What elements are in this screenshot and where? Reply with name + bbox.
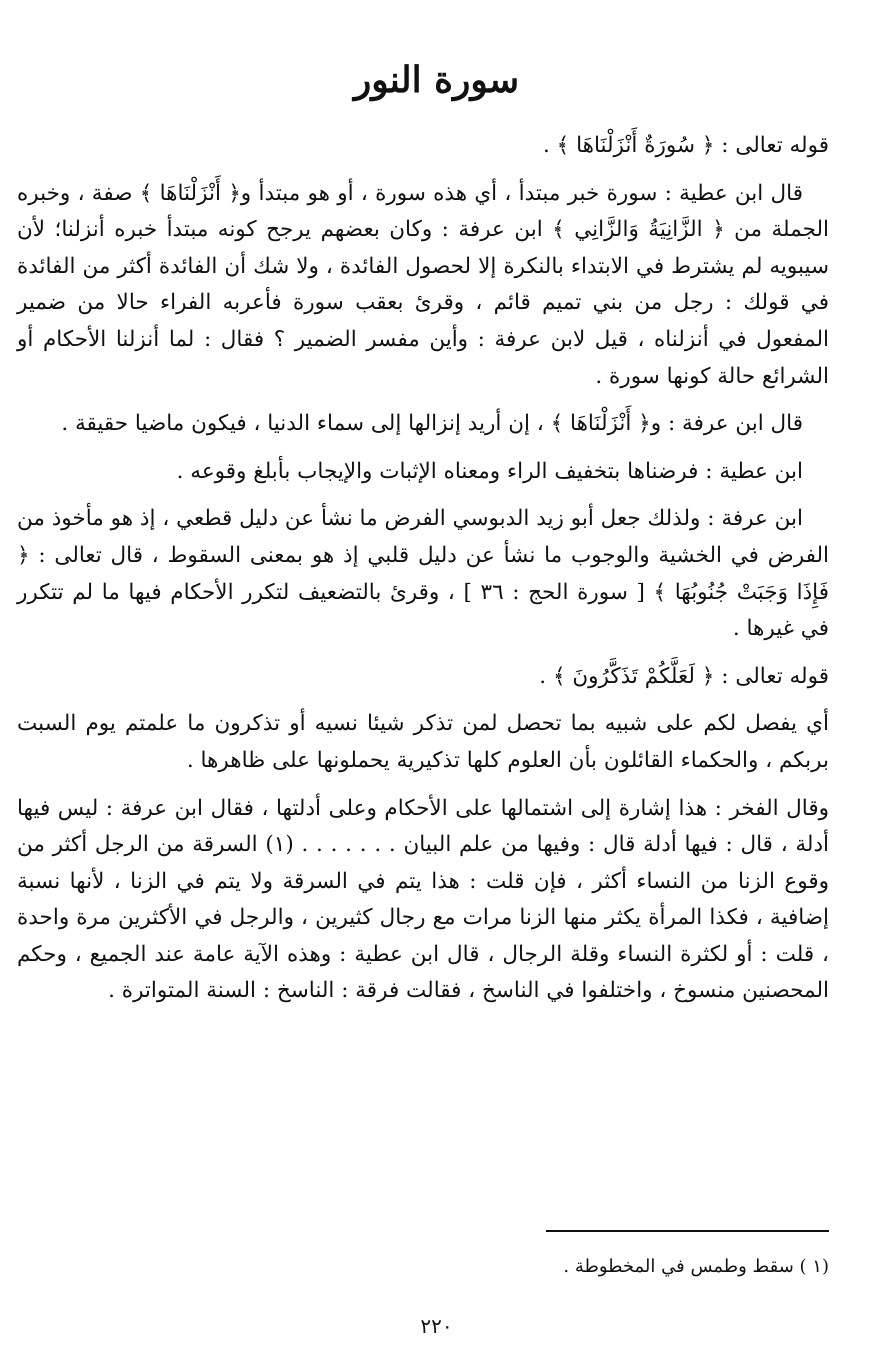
- paragraph: وقال الفخر : هذا إشارة إلى اشتمالها على الأحكام وعلى أدلتها ، فقال ابن عرفة : ليس فيها أدلة ، قال : فيها أدلة قال : وفيها من علم البيان . . . . . . . (١) السرقة من الرجل أكثر من وقوع الزنا من النساء أكثر ، فإن قلت : هذا يتم في السرقة ولا يتم في الزنا ، لأنها نسبة إضافية ، فكذا المرأة يكثر منها الزنا مرات مع رجال كثيرين ، والرجل في الأكثرين مرة واحدة ، قلت : أو لكثرة النساء وقلة الرجال ، قال ابن عطية : وهذه الآية عامة عند الجميع ، وحكم المحصنين منسوخ ، واختلفوا في الناسخ ، فقالت فرقة : الناسخ : السنة المتواترة .: [17, 795, 829, 1004]
- footnote-divider: [546, 1230, 829, 1232]
- paragraph: قال ابن عطية : سورة خبر مبتدأ ، أي هذه سورة ، أو هو مبتدأ و﴿ أَنْزَلْنَاهَا ﴾ صفة ، وخبره الجملة من ﴿ الزَّانِيَةُ وَالزَّانِي ﴾ ابن عرفة : وكان بعضهم يرجح كونه مبتدأ خبره أنزلنا؛ لأن سيبويه لم يشترط في الابتداء بالنكرة إلا لحصول الفائدة ، ولا شك أن الفائدة أكثر من الفائدة في قولك : رجل من بني تميم قائم ، وقرئ بعقب سورة فأعربه الفراء حالا من ضمير المفعول في أنزلناه ، قيل لابن عرفة : وأين مفسر الضمير ؟ فقال : لما أنزلنا الأحكام أو الشرائع حالة كونها سورة .: [17, 180, 829, 389]
- main-text: [17, 128, 829, 1021]
- page-number: ٢٢٠: [420, 1314, 453, 1338]
- paragraph: ابن عطية : فرضناها بتخفيف الراء ومعناه الإثبات والإيجاب بأبلغ وقوعه .: [176, 458, 803, 484]
- paragraph: أي يفصل لكم على شبيه بما تحصل لمن تذكر شيئا نسيه أو تذكرون ما علمتم يوم السبت بربكم ، والحكماء القائلون بأن العلوم كلها تذكيرية يحملونها على ظاهرها .: [17, 711, 829, 773]
- footnote: (١ ) سقط وطمس في المخطوطة .: [563, 1256, 829, 1277]
- paragraph-verse-2: قوله تعالى : ﴿ لَعَلَّكُمْ تَذَكَّرُونَ ﴾ .: [539, 663, 829, 689]
- paragraph: قال ابن عرفة : و﴿ أَنْزَلْنَاهَا ﴾ ، إن أريد إنزالها إلى سماء الدنيا ، فيكون ماضيا حقيقة .: [61, 411, 803, 437]
- paragraph-verse-1: قوله تعالى : ﴿ سُورَةٌ أَنْزَلْنَاهَا ﴾ .: [542, 133, 829, 158]
- paragraph: ابن عرفة : ولذلك جعل أبو زيد الدبوسي الفرض ما نشأ عن دليل قطعي ، إذ هو مأخوذ من الفرض في الخشية والوجوب ما نشأ عن دليل قلبي إذ هو بمعنى السقوط ، قال تعالى : ﴿ فَإِذَا وَجَبَتْ جُنُوبُهَا ﴾ [ سورة الحج : ٣٦ ] ، وقرئ بالتضعيف لتكرر الأحكام فيها ما لم تتكرر في غيرها .: [17, 506, 829, 642]
- page-title: سورة النور: [353, 59, 520, 101]
